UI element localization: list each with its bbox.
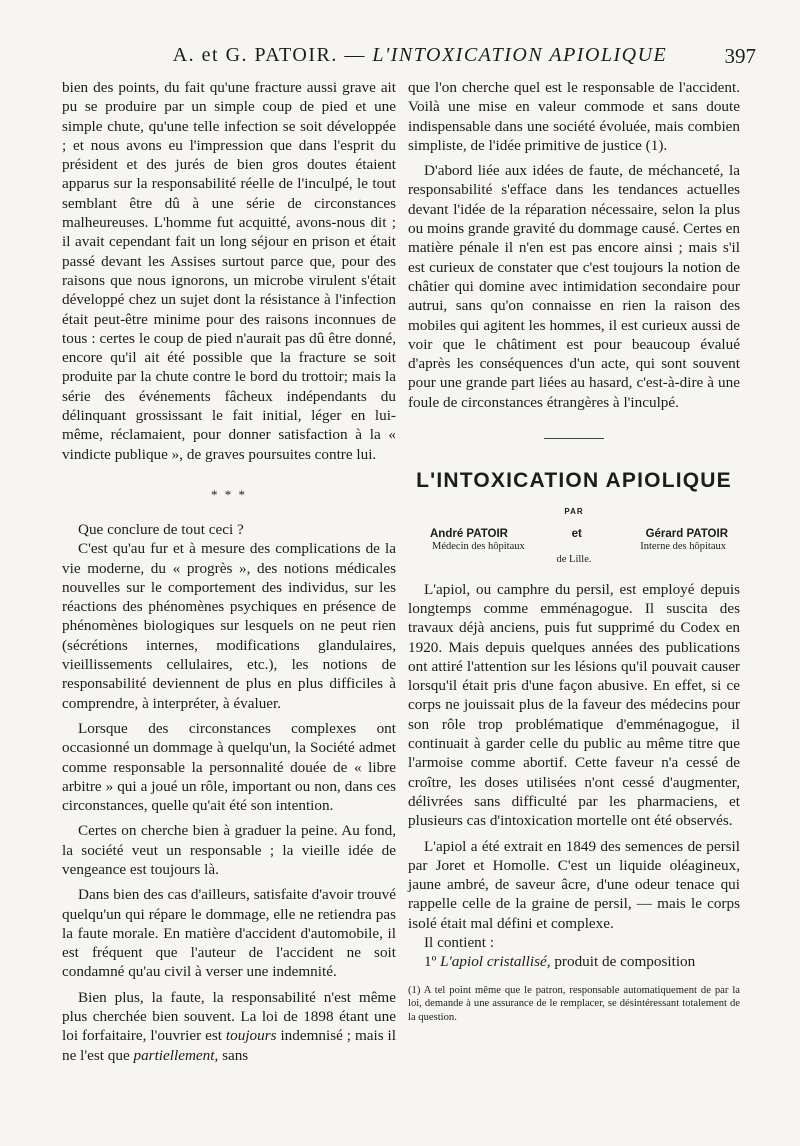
running-title bbox=[140, 44, 700, 67]
author-2: Gérard PATOIR bbox=[645, 527, 728, 540]
paragraph: L'apiol a été extrait en 1849 des semences de persil par Joret et Homolle. C'est un liquide oléagineux, jaune ambré, de saveur âcre, d'une odeur tenace qui rappelle celle de la graine de persil, — mais le corps isolé était mal défini et complexe. bbox=[408, 837, 740, 932]
affiliation-2: Interne des hôpitaux bbox=[640, 540, 726, 552]
list-number: 1º bbox=[424, 953, 441, 971]
paragraph: L'apiol, ou camphre du persil, est employé depuis longtemps comme emménagogue. Il suscita des travaux déjà anciens, puis fut supprimé du Codex en 1920. Mais depuis quelques années des publications ont attiré l'attention sur les lésions qu'il pouvait causer lorsqu'il était pris d'une façon abusive. En effet, si ce corps ne jouissait plus de la faveur des médecins pour son rôle trop problématique d'emménagogue, il continuait à garder celle du public au même titre que l'armoise comme abortif. Cette faveur n'a cessé de croître, les doses utilisées n'ont cessé d'augmenter, délivrées sans difficulté par les pharmaciens, et plusieurs cas d'intoxication mortelle ont été observés. bbox=[408, 580, 740, 830]
running-header bbox=[60, 44, 764, 74]
header-title: L'INTOXICATION APIOLIQUE bbox=[372, 44, 668, 66]
section-divider bbox=[544, 438, 604, 439]
paragraph: bien des points, du fait qu'une fracture aussi grave ait pu se produire par un simple coup de pied et une simple chute, qu'une telle infection se soit développée ; et nous avons eu l'impression que dans l'esprit du président et des jurés de bien gros doutes étaient apparus sur la responsabilité réelle de l'inculpé, le tout semblant être dû à une série de circonstances malheureuses. L'homme fut acquitté, avons-nous dit ; il avait cependant fait un long séjour en prison et était passé devant les Assises surtout parce que, pour des raisons que nous ignorons, un microbe virulent s'était développé chez un sujet dont la résistance à l'infection était peut-être minime pour des raisons inconnues de tous : certes le coup de pied n'aurait pas dû être donné, encore qu'il ait été possible que la fracture se soit produite par la chute contre le bord du trottoir; mais la série des événements fâcheux indépendants du délinquant grossissant le fait initial, léger en lui-même, réclamaient, pour donner satisfaction à la « vindicte publique », de graves poursuites contre lui. bbox=[62, 79, 396, 463]
section-separator-stars: * * * bbox=[211, 486, 247, 502]
page-number: 397 bbox=[724, 44, 756, 68]
author-conjunction: et bbox=[571, 527, 582, 540]
affiliations-line bbox=[408, 541, 740, 553]
paragraph: Dans bien des cas d'ailleurs, satisfaite d'avoir trouvé quelqu'un qui répare le dommage, elle ne retiendra pas la faute morale. En matière d'accident d'automobile, il est fréquent que l'auteur de l'accident ne soit condamné qu'au civil à verser une indemnité. bbox=[62, 886, 396, 981]
paragraph: C'est qu'au fur et à mesure des complications de la vie moderne, du « progrès », des notions médicales nouvelles sur le comportement des individus, sur les réactions des phénomènes psychiques en présence de phénomènes biologiques sur lesquels on ne peut rien (sécrétions internes, modifications glandulaires, vieillissements cellulaires, etc.), les notions de responsabilité deviennent de plus en plus difficiles à comprendre, à interpréter, à évaluer. bbox=[62, 540, 396, 712]
text-run: indemnisé ; mais il ne l'est que bbox=[62, 1027, 396, 1064]
paragraph: Certes on cherche bien à graduer la peine. Au fond, la société veut un responsable ; la vieille idée de vengeance est toujours là. bbox=[62, 822, 396, 878]
paragraph: Lorsque des circonstances complexes ont occasionné un dommage à quelqu'un, la Société admet comme responsable la personnalité douée de « libre arbitre » qui a joué un rôle, important ou non, dans ces circonstances, quelle qu'ait été son intention. bbox=[62, 719, 396, 815]
affiliation-1: Médecin des hôpitaux bbox=[432, 540, 525, 552]
paragraph: que l'on cherche quel est le responsable de l'accident. Voilà une mise en valeur commode et sans doute indispensable dans une société évoluée, mais combien simpliste, de l'idée primitive de justice (1). bbox=[408, 79, 740, 154]
byline-par: PAR bbox=[564, 507, 584, 517]
paragraph bbox=[62, 988, 396, 1065]
header-authors: A. et G. PATOIR. bbox=[172, 44, 338, 66]
header-dash: — bbox=[337, 44, 373, 66]
emphasis: toujours bbox=[225, 1027, 277, 1045]
article-title: L'INTOXICATION APIOLIQUE bbox=[416, 469, 732, 493]
text-run: , sans bbox=[214, 1046, 249, 1064]
emphasis: L'apiol cristallisé bbox=[440, 953, 547, 971]
text-run: , produit de composition bbox=[546, 953, 696, 971]
emphasis: partiellement bbox=[133, 1046, 215, 1064]
paragraph: Que conclure de tout ceci ? bbox=[78, 520, 244, 538]
author-1: André PATOIR bbox=[430, 527, 508, 540]
right-column bbox=[408, 78, 740, 1024]
paragraph: Il contient : bbox=[424, 933, 495, 951]
paragraph: D'abord liée aux idées de faute, de méchanceté, la responsabilité s'efface dans les tendances actuelles devant l'idée de la réparation nécessaire, selon la plus ou moins grande gravité du dommage causé. Certes en matière pénale il n'en est pas encore ainsi ; mais s'il est curieux de constater que c'est toujours la notion de châtier qui domine avec intimidation secondaire pour autrui, sans qu'on connaisse en rien la raison des mobiles qui agitent les hommes, il est curieux aussi de voir que le châtiment est pour beaucoup évalué d'après les conséquences d'un acte, qui sont souvent pour une grande part liées au hasard, c'est-à-dire à une foule de circonstances étrangères à l'inculpé. bbox=[408, 162, 740, 411]
left-column bbox=[62, 78, 396, 1065]
paragraph bbox=[408, 952, 740, 971]
footnote: (1) A tel point même que le patron, responsable automatiquement de par la loi, demande à une assurance de le remplacer, se désintéressant totalement de la question. bbox=[408, 984, 740, 1023]
authors-line bbox=[408, 528, 740, 541]
affiliation-city: de Lille. bbox=[556, 553, 592, 565]
text-run: Bien plus, la faute, la responsabilité n'est même plus cherchée bien souvent. La loi de 1898 étant une loi forfaitaire, l'ouvrier est bbox=[62, 988, 396, 1045]
